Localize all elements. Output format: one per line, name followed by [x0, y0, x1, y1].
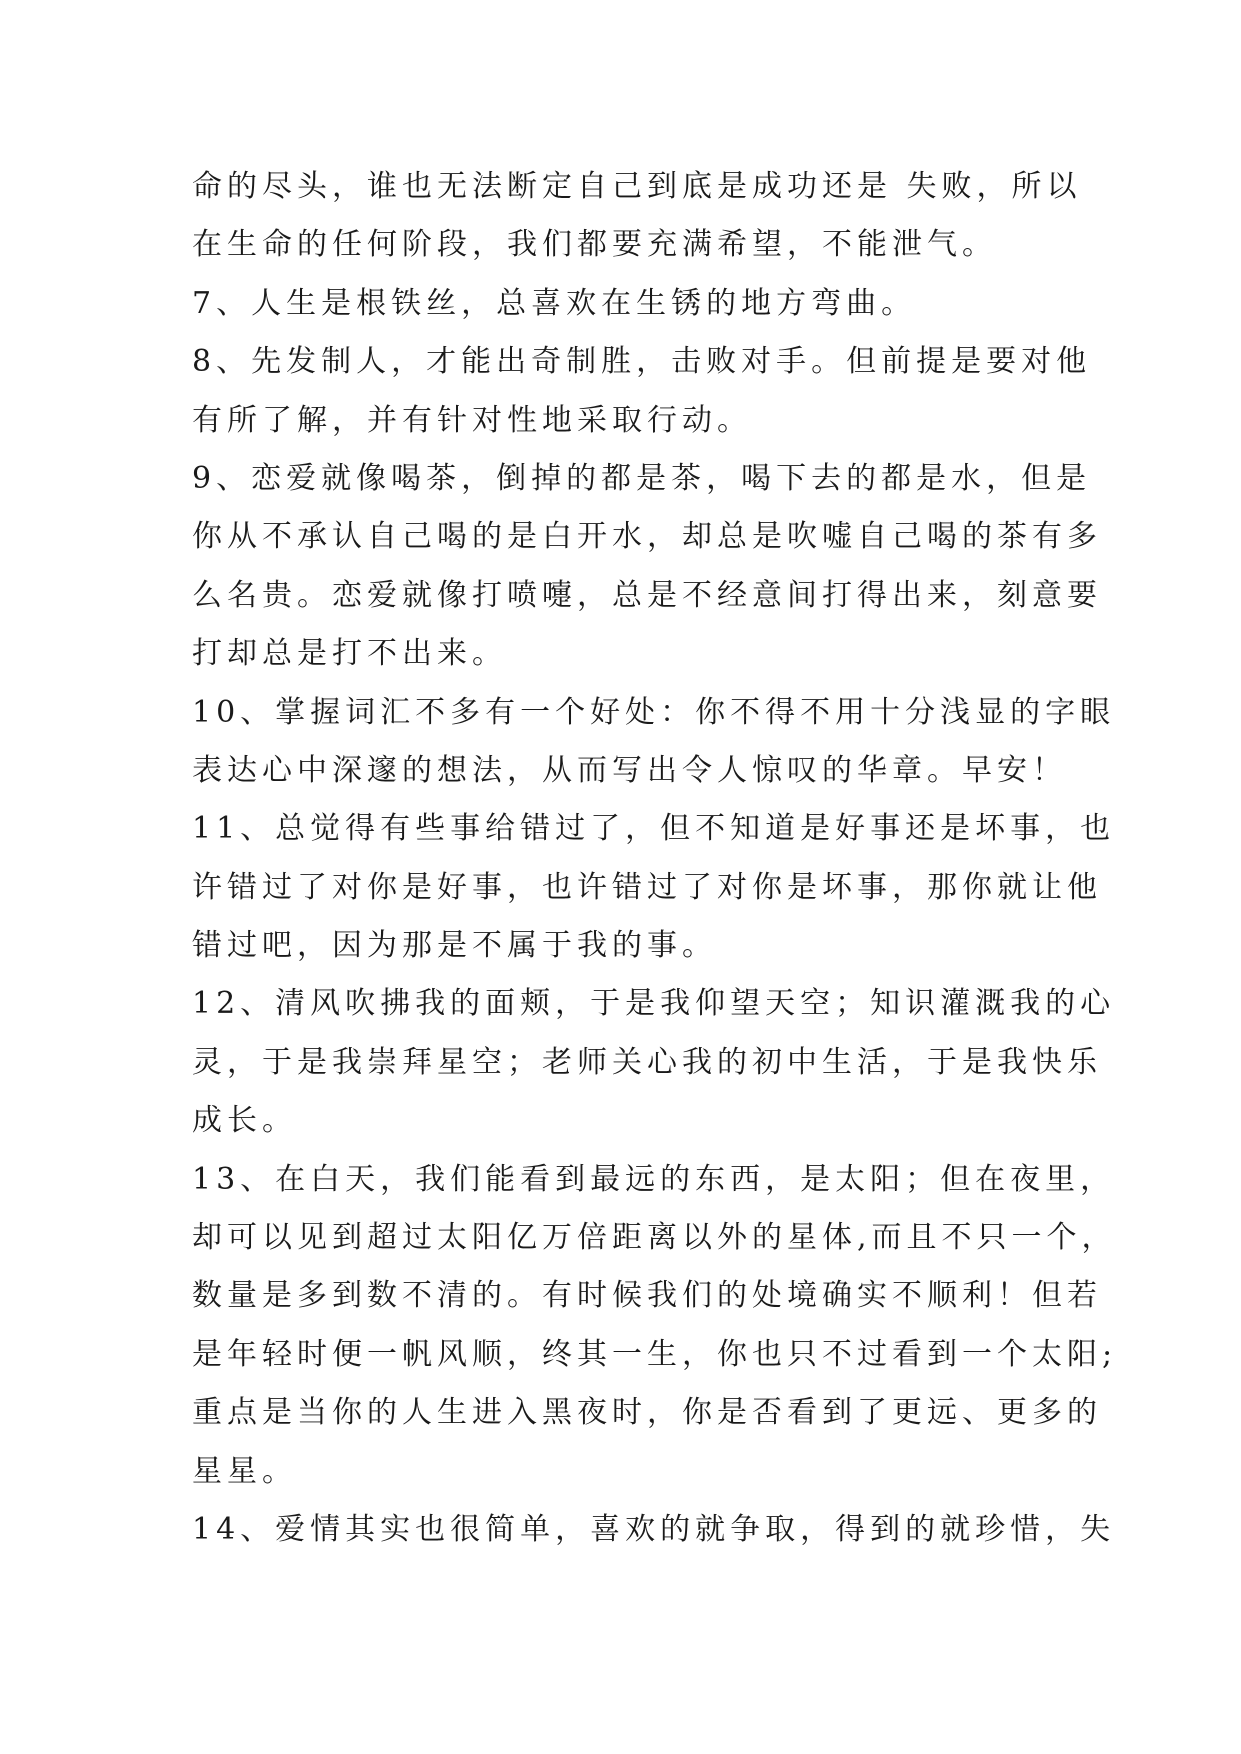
text-line: 7、人生是根铁丝，总喜欢在生锈的地方弯曲。: [192, 285, 917, 321]
text-line: 星星。: [192, 1453, 297, 1489]
text-line: 许错过了对你是好事，也许错过了对你是坏事，那你就让他: [192, 869, 1102, 905]
text-line: 数量是多到数不清的。有时候我们的处境确实不顺利！但若: [192, 1278, 1102, 1314]
text-line: 是年轻时便一帆风顺，终其一生，你也只不过看到一个太阳;: [192, 1336, 1118, 1372]
text-line: 打却总是打不出来。: [192, 636, 507, 672]
text-line: 有所了解，并有针对性地采取行动。: [192, 402, 752, 438]
text-line: 却可以见到超过太阳亿万倍距离以外的星体,而且不只一个，: [192, 1220, 1117, 1256]
text-line: 表达心中深邃的想法，从而写出令人惊叹的华章。早安！: [192, 752, 1067, 788]
text-line: 14、爱情其实也很简单，喜欢的就争取，得到的就珍惜，失: [192, 1511, 1116, 1547]
text-line: 命的尽头，谁也无法断定自己到底是成功还是 失败，所以: [192, 169, 1082, 204]
text-line: 10、掌握词汇不多有一个好处：你不得不用十分浅显的字眼: [192, 694, 1116, 730]
text-line: 你从不承认自己喝的是白开水，却总是吹嘘自己喝的茶有多: [192, 519, 1102, 555]
text-line: 成长。: [192, 1103, 297, 1139]
text-line: 13、在白天，我们能看到最远的东西，是太阳；但在夜里，: [192, 1161, 1116, 1197]
text-line: 12、清风吹拂我的面颊，于是我仰望天空；知识灌溉我的心: [192, 986, 1116, 1022]
text-line: 重点是当你的人生进入黑夜时，你是否看到了更远、更多的: [192, 1395, 1102, 1431]
text-line: 么名贵。恋爱就像打喷嚏，总是不经意间打得出来，刻意要: [192, 577, 1102, 613]
text-line: 灵，于是我崇拜星空；老师关心我的初中生活，于是我快乐: [192, 1044, 1102, 1080]
text-line: 错过吧，因为那是不属于我的事。: [192, 928, 717, 964]
text-line: 9、恋爱就像喝茶，倒掉的都是茶，喝下去的都是水，但是: [192, 460, 1092, 496]
text-line: 在生命的任何阶段，我们都要充满希望，不能泄气。: [192, 227, 997, 263]
text-line: 8、先发制人，才能出奇制胜，击败对手。但前提是要对他: [192, 344, 1092, 380]
document-body-text: [192, 158, 1118, 1559]
text-line: 11、总觉得有些事给错过了，但不知道是好事还是坏事，也: [192, 811, 1116, 847]
